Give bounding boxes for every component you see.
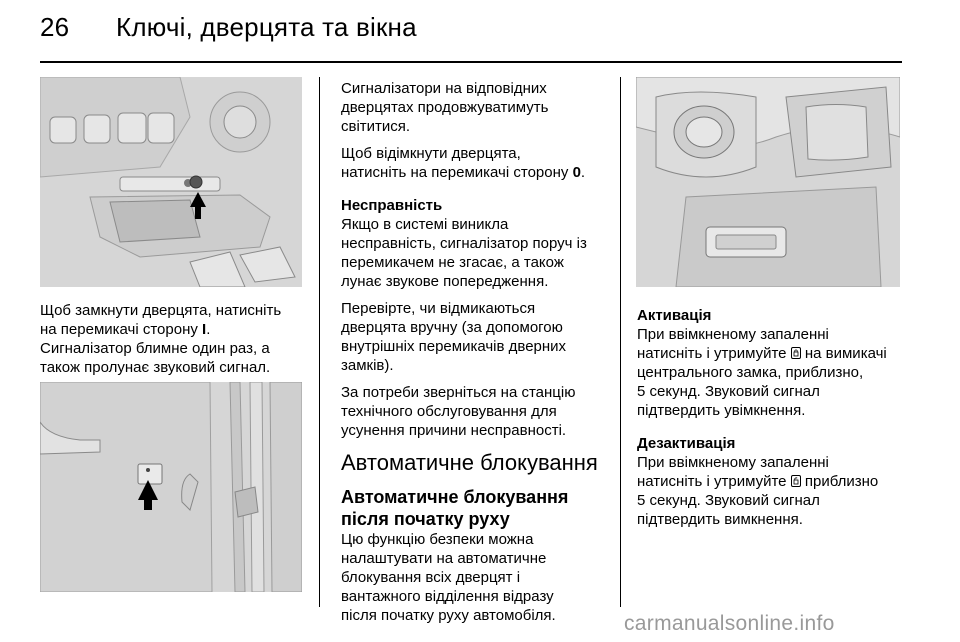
ceiling-switch-illustration bbox=[636, 77, 900, 287]
text-line: 5 секунд. Звуковий сигнал bbox=[637, 492, 820, 509]
page-title: Ключі, дверцята та вікна bbox=[116, 12, 417, 42]
activation-section bbox=[637, 306, 907, 420]
caption-line: Щоб замкнути дверцята, натисніть bbox=[40, 302, 282, 319]
section-heading: Автоматичне блокування bbox=[341, 450, 598, 475]
text-line: налаштувати на автоматичне bbox=[341, 550, 547, 567]
middle-column bbox=[341, 79, 613, 633]
left-caption bbox=[40, 301, 310, 377]
text-line: підтвердить увімкнення. bbox=[637, 402, 806, 419]
text-line: дверцята вручну (за допомогою bbox=[341, 319, 563, 336]
text-line: При ввімкненому запаленні bbox=[637, 454, 829, 471]
lock-icon bbox=[791, 345, 801, 357]
text-line: За потреби зверніться на станцію bbox=[341, 384, 576, 401]
unlock-icon bbox=[791, 473, 801, 485]
deactivation-heading: Дезактивація bbox=[637, 435, 736, 452]
text-line: усунення причини несправності. bbox=[341, 422, 567, 439]
paragraph bbox=[341, 530, 613, 625]
activation-heading: Активація bbox=[637, 307, 712, 324]
text-line: внутрішніх перемикачів дверних bbox=[341, 338, 567, 355]
text-line: натисніть і утримуйте bbox=[637, 473, 791, 490]
text-line: світитися. bbox=[341, 118, 411, 135]
paragraph bbox=[341, 383, 613, 440]
column-divider-left bbox=[319, 77, 320, 607]
paragraph: Щоб відімкнути дверцята, натисніть на перемикачі сторону 0. bbox=[341, 145, 586, 181]
text-line: Сигналізатори на відповідних bbox=[341, 80, 547, 97]
subsection-heading bbox=[341, 486, 613, 530]
fault-heading: Несправність bbox=[341, 197, 443, 214]
paragraph bbox=[341, 79, 613, 136]
text-line: Перевірте, чи відмикаються bbox=[341, 300, 536, 317]
text-line: після початку руху автомобіля. bbox=[341, 607, 556, 624]
watermark: carmanualsonline.info bbox=[624, 612, 835, 635]
column-divider-right bbox=[620, 77, 621, 607]
text-line: перемикачем не згасає, а також bbox=[341, 254, 564, 271]
heading-line: Автоматичне блокування bbox=[341, 487, 569, 507]
text-line: натисніть і утримуйте bbox=[637, 345, 791, 362]
text-line: При ввімкненому запаленні bbox=[637, 326, 829, 343]
text-line: центрального замка, приблизно, bbox=[637, 364, 864, 381]
heading-line: після початку руху bbox=[341, 509, 510, 529]
text-line: приблизно bbox=[800, 473, 879, 490]
unlock-key-symbol: 0 bbox=[572, 164, 581, 181]
page-header bbox=[40, 12, 417, 43]
text-line: замків). bbox=[341, 357, 394, 374]
door-switch-illustration bbox=[40, 382, 302, 592]
header-rule bbox=[40, 61, 902, 63]
deactivation-section bbox=[637, 434, 907, 529]
text-line: вантажного відділення відразу bbox=[341, 588, 554, 605]
text-line: натисніть на перемикачі сторону bbox=[341, 164, 573, 181]
text-line: Якщо в системі виникла bbox=[341, 216, 509, 233]
caption-line: Сигналізатор блимне один раз, а bbox=[40, 340, 270, 357]
text-line: несправність, сигналізатор поруч із bbox=[341, 235, 587, 252]
caption-line: на перемикачі сторону bbox=[40, 321, 203, 338]
text-line: на вимикачі bbox=[800, 345, 887, 362]
page-number: 26 bbox=[40, 12, 70, 42]
dashboard-switch-illustration bbox=[40, 77, 302, 287]
caption-punct: . bbox=[206, 321, 211, 338]
text-line: лунає звукове попередження. bbox=[341, 273, 549, 290]
text-line: дверцятах продовжуватимуть bbox=[341, 99, 549, 116]
text-line: технічного обслуговування для bbox=[341, 403, 557, 420]
paragraph bbox=[341, 299, 613, 375]
text-line: Цю функцію безпеки можна bbox=[341, 531, 534, 548]
text-line: блокування всіх дверцят і bbox=[341, 569, 521, 586]
caption-line: також пролунає звуковий сигнал. bbox=[40, 359, 271, 376]
text-line: підтвердить вимкнення. bbox=[637, 511, 803, 528]
lock-key-symbol: I bbox=[202, 321, 207, 338]
right-column bbox=[637, 306, 907, 537]
fault-section bbox=[341, 196, 613, 291]
text-line: 5 секунд. Звуковий сигнал bbox=[637, 383, 820, 400]
text-line: Щоб відімкнути дверцята, bbox=[341, 145, 521, 162]
